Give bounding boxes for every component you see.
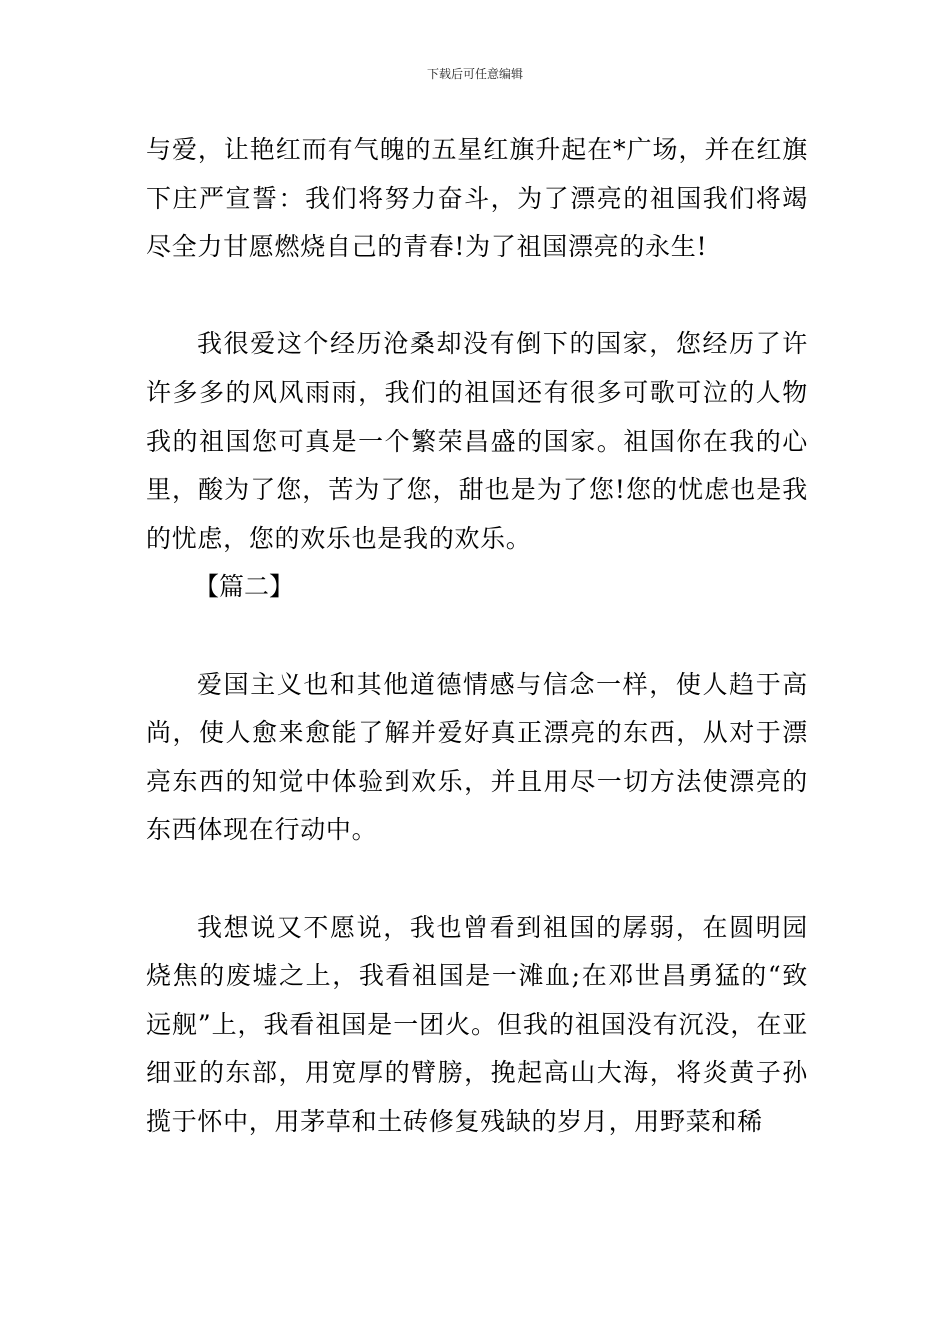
paragraph-continuation: 与爱，让艳红而有气魄的五星红旗升起在*广场，并在红旗下庄严宣誓：我们将努力奋斗，为了漂亮的祖国我们将竭尽全力甘愿燃烧自己的青春!为了祖国漂亮的永生!: [146, 135, 808, 262]
page-header-note: 下载后可任意编辑: [426, 67, 523, 81]
section-title: 【篇二】: [194, 572, 295, 602]
paragraph-history: 我想说又不愿说，我也曾看到祖国的孱弱，在圆明园烧焦的废墟之上，我看祖国是一滩血;在邓世昌勇猛的“致远舰”上，我看祖国是一团火。但我的祖国没有沉没，在亚细亚的东部，用宽厚的臂膀，挽起高山大海，将炎黄子孙揽于怀中，用茅草和土砖修复残缺的岁月，用野菜和稀: [146, 912, 808, 1136]
paragraph-motherland-love: 我很爱这个经历沧桑却没有倒下的国家，您经历了许许多多的风风雨雨，我们的祖国还有很多可歌可泣的人物我的祖国您可真是一个繁荣昌盛的国家。祖国你在我的心里，酸为了您，苦为了您，甜也是为了您!您的忧虑也是我的忧虑，您的欢乐也是我的欢乐。: [146, 329, 808, 553]
document-body: [146, 126, 808, 1146]
paragraph-patriotism: 爱国主义也和其他道德情感与信念一样，使人趋于高尚，使人愈来愈能了解并爱好真正漂亮的东西，从对于漂亮东西的知觉中体验到欢乐，并且用尽一切方法使漂亮的东西体现在行动中。: [146, 669, 808, 845]
